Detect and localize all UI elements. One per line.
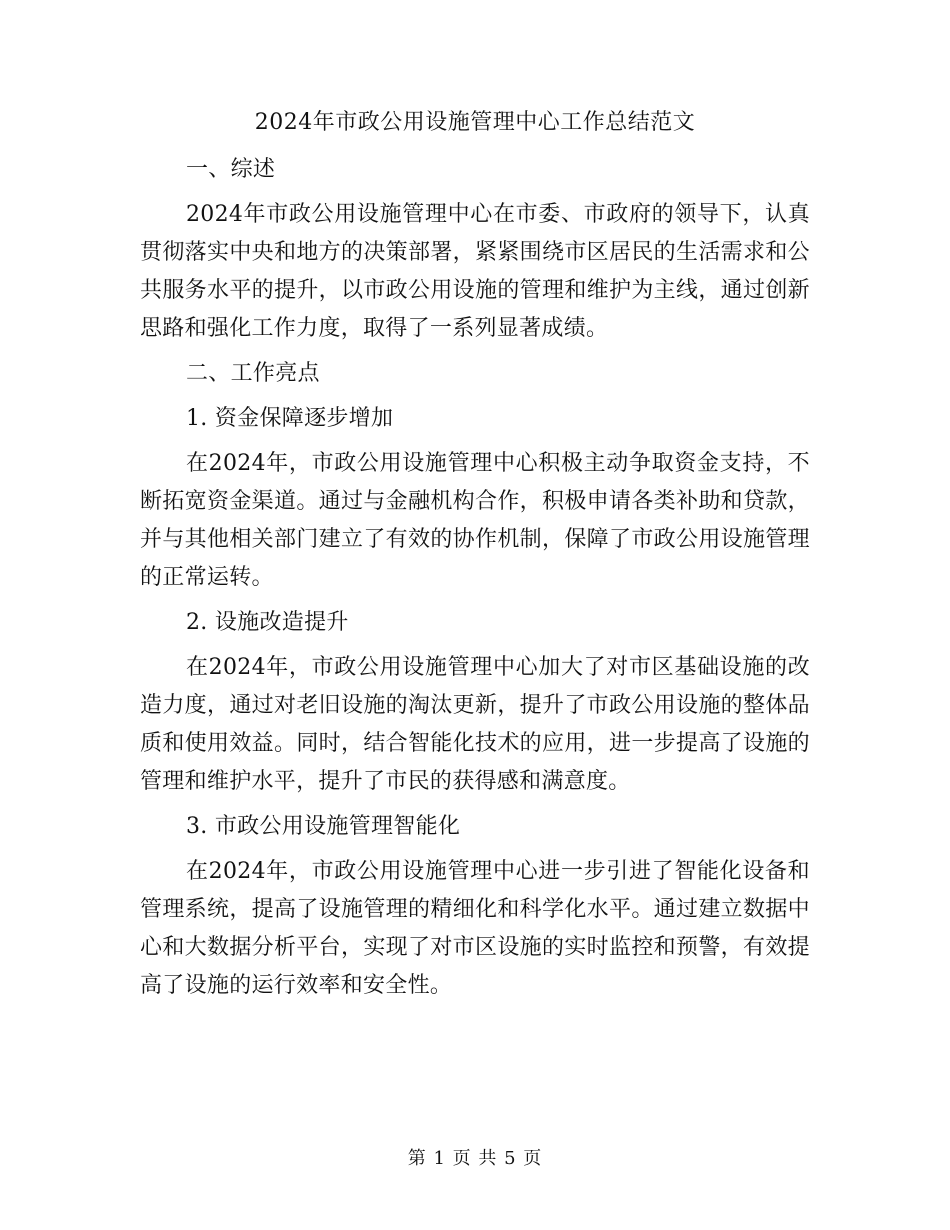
page-footer: 第 1 页 共 5 页 [407, 1148, 543, 1169]
document-title: 2024年市政公用设施管理中心工作总结范文 [254, 110, 696, 135]
subheading-smart-management: 3. 市政公用设施管理智能化 [186, 814, 461, 839]
paragraph-overview: 2024年市政公用设施管理中心在市委、市政府的领导下，认真贯彻落实中央和地方的决策部署，紧紧围绕市区居民的生活需求和公共服务水平的提升，以市政公用设施的管理和维护为主线，通过创新思路和强化工作力度，取得了一系列显著成绩。 [140, 202, 810, 341]
section-heading-overview: 一、综述 [186, 157, 276, 182]
document-body [140, 151, 810, 1012]
paragraph-funding: 在2024年，市政公用设施管理中心积极主动争取资金支持，不断拓宽资金渠道。通过与金融机构合作，积极申请各类补助和贷款，并与其他相关部门建立了有效的协作机制，保障了市政公用设施管理的正常运转。 [140, 451, 810, 590]
subheading-funding: 1. 资金保障逐步增加 [186, 406, 394, 431]
paragraph-facility-upgrade: 在2024年，市政公用设施管理中心加大了对市区基础设施的改造力度，通过对老旧设施的淘汰更新，提升了市政公用设施的整体品质和使用效益。同时，结合智能化技术的应用，进一步提高了设施的管理和维护水平，提升了市民的获得感和满意度。 [140, 655, 810, 794]
section-heading-highlights: 二、工作亮点 [186, 361, 320, 386]
paragraph-smart-management: 在2024年，市政公用设施管理中心进一步引进了智能化设备和管理系统，提高了设施管理的精细化和科学化水平。通过建立数据中心和大数据分析平台，实现了对市区设施的实时监控和预警，有效提高了设施的运行效率和安全性。 [140, 859, 810, 998]
subheading-facility-upgrade: 2. 设施改造提升 [186, 610, 349, 635]
